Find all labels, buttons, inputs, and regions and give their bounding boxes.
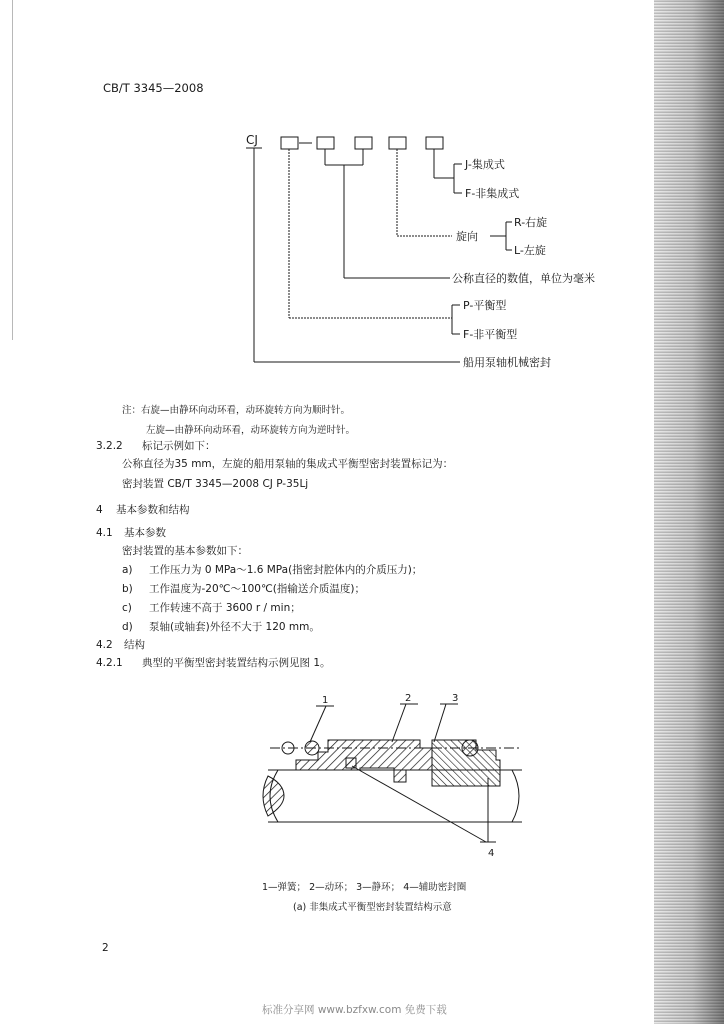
parameter-marker-c: c) bbox=[122, 602, 132, 614]
marking-example-line2: 密封装置 CB/T 3345—2008 CJ P-35Lj bbox=[122, 478, 309, 490]
figure-legend: 1—弹簧； 2—动环； 3—静环； 4—辅助密封圈 bbox=[262, 882, 467, 893]
section-4-1-number: 4.1 bbox=[96, 527, 113, 539]
section-3-2-2-number: 3.2.2 bbox=[96, 440, 123, 452]
label-right-rotation: R-右旋 bbox=[514, 216, 548, 229]
section-4-number: 4 bbox=[96, 504, 103, 516]
page-number: 2 bbox=[102, 942, 109, 954]
label-balanced: P-平衡型 bbox=[463, 299, 507, 312]
parameters-intro: 密封装置的基本参数如下： bbox=[122, 545, 248, 557]
parameter-temperature: 工作温度为-20℃～100℃(指输送介质温度)； bbox=[149, 583, 365, 595]
marking-prefix: CJ bbox=[246, 133, 258, 147]
section-4-2-1-number: 4.2.1 bbox=[96, 657, 123, 669]
callout-2: 2 bbox=[405, 693, 412, 704]
standard-code-header: CB/T 3345—2008 bbox=[103, 81, 204, 95]
spring-coil-2 bbox=[305, 741, 319, 755]
parameter-marker-b: b) bbox=[122, 583, 133, 595]
figure-caption: (a) 非集成式平衡型密封装置结构示意 bbox=[293, 902, 452, 913]
label-unbalanced: F-非平衡型 bbox=[463, 328, 518, 341]
label-diameter: 公称直径的数值，单位为毫米 bbox=[452, 272, 595, 285]
shaft-break-section bbox=[263, 776, 284, 816]
label-integrated: J-集成式 bbox=[465, 158, 505, 171]
watermark: 标准分享网 www.bzfxw.com 免费下载 bbox=[262, 1004, 447, 1016]
section-3-2-2-title: 标记示例如下： bbox=[142, 440, 216, 452]
callout-4: 4 bbox=[488, 848, 495, 859]
label-left-rotation: L-左旋 bbox=[514, 244, 546, 257]
o-ring-inner bbox=[346, 758, 356, 768]
o-ring-outer bbox=[462, 740, 478, 756]
parameter-speed: 工作转速不高于 3600 r / min； bbox=[149, 602, 301, 614]
section-4-2-number: 4.2 bbox=[96, 639, 113, 651]
marking-example-line1: 公称直径为35 mm，左旋的船用泵轴的集成式平衡型密封装置标记为： bbox=[122, 458, 454, 470]
section-4-title: 基本参数和结构 bbox=[116, 504, 190, 516]
section-4-1-title: 基本参数 bbox=[124, 527, 166, 539]
callout-1: 1 bbox=[322, 695, 329, 706]
parameter-marker-a: a) bbox=[122, 564, 133, 576]
callout-3: 3 bbox=[452, 693, 459, 704]
note-right-rotation: 注：右旋—由静环向动环看，动环旋转方向为顺时针。 bbox=[122, 405, 351, 416]
label-rotation: 旋向 bbox=[456, 230, 478, 243]
section-4-2-1-text: 典型的平衡型密封装置结构示例见图 1。 bbox=[142, 657, 331, 669]
note-left-rotation: 左旋—由静环向动环看，动环旋转方向为逆时针。 bbox=[146, 425, 356, 436]
label-non-integrated: F-非集成式 bbox=[465, 187, 520, 200]
parameter-pressure: 工作压力为 0 MPa～1.6 MPa(指密封腔体内的介质压力)； bbox=[149, 564, 423, 576]
parameter-shaft-diameter: 泵轴(或轴套)外径不大于 120 mm。 bbox=[149, 621, 320, 633]
section-4-2-title: 结构 bbox=[124, 639, 145, 651]
label-product: 船用泵轴机械密封 bbox=[463, 356, 551, 369]
parameter-marker-d: d) bbox=[122, 621, 133, 633]
